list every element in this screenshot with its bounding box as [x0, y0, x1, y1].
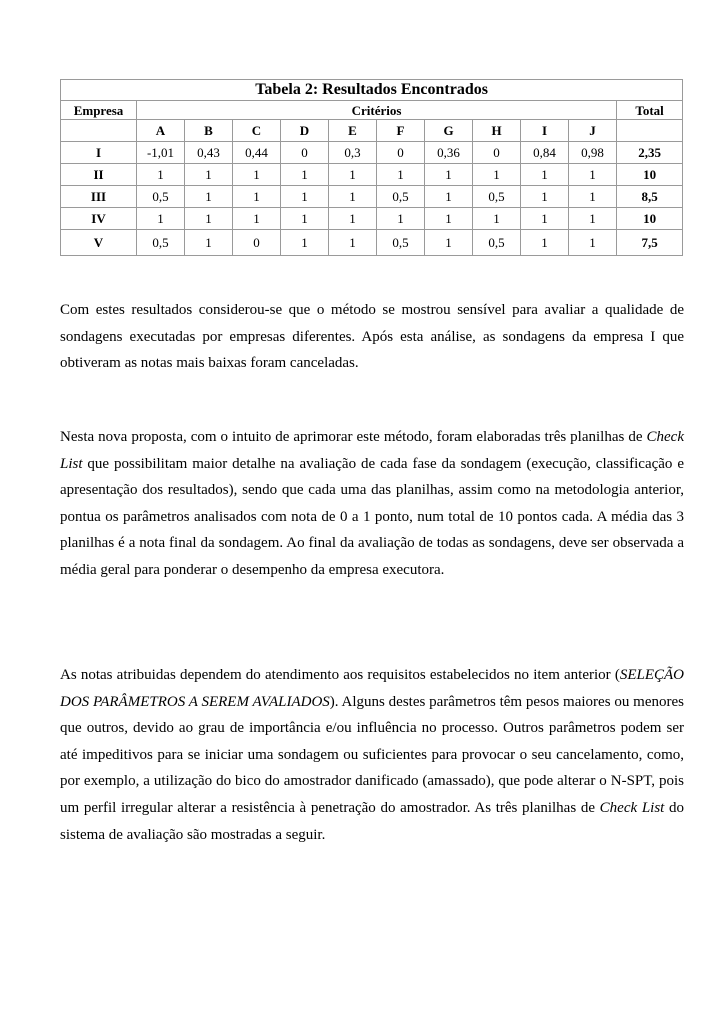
score-cell: -1,01 [137, 142, 185, 164]
criteria-letters-row [61, 120, 683, 142]
score-cell: 0,3 [329, 142, 377, 164]
total-cell: 10 [617, 208, 683, 230]
score-cell: 0,5 [137, 186, 185, 208]
score-cell: 1 [329, 186, 377, 208]
criterion-letter: B [185, 120, 233, 142]
score-cell: 1 [425, 208, 473, 230]
score-cell: 0,5 [473, 186, 521, 208]
score-cell: 1 [329, 208, 377, 230]
score-cell: 1 [185, 208, 233, 230]
score-cell: 1 [569, 164, 617, 186]
table-row [61, 186, 683, 208]
paragraph-3-italic-2: Check List [599, 799, 665, 816]
score-cell: 1 [569, 186, 617, 208]
score-cell: 0,5 [137, 230, 185, 256]
score-cell: 0,43 [185, 142, 233, 164]
score-cell: 1 [425, 186, 473, 208]
blank-cell [61, 120, 137, 142]
total-cell: 7,5 [617, 230, 683, 256]
score-cell: 1 [233, 208, 281, 230]
criterion-letter: F [377, 120, 425, 142]
score-cell: 1 [521, 186, 569, 208]
score-cell: 1 [377, 208, 425, 230]
empresa-cell: III [61, 186, 137, 208]
score-cell: 1 [425, 230, 473, 256]
criterion-letter: G [425, 120, 473, 142]
score-cell: 0 [281, 142, 329, 164]
paragraph-2 [60, 424, 684, 584]
table-row [61, 164, 683, 186]
score-cell: 1 [281, 164, 329, 186]
paragraph-2-start: Nesta nova proposta, com o intuito de aprimorar este método, foram elaboradas três planilhas de [60, 429, 647, 445]
criterion-letter: A [137, 120, 185, 142]
score-cell: 1 [473, 208, 521, 230]
score-cell: 1 [185, 164, 233, 186]
score-cell: 1 [281, 186, 329, 208]
header-criterios: Critérios [137, 101, 617, 120]
score-cell: 0,44 [233, 142, 281, 164]
score-cell: 1 [521, 164, 569, 186]
table-title-row [61, 80, 683, 101]
score-cell: 0 [377, 142, 425, 164]
total-cell: 8,5 [617, 186, 683, 208]
score-cell: 1 [281, 230, 329, 256]
total-cell: 2,35 [617, 142, 683, 164]
header-empresa: Empresa [61, 101, 137, 120]
empresa-cell: I [61, 142, 137, 164]
header-total: Total [617, 101, 683, 120]
score-cell: 1 [137, 164, 185, 186]
table-row [61, 230, 683, 256]
paragraph-3 [60, 662, 684, 848]
paragraph-2-italic: Check List [60, 429, 684, 472]
score-cell: 0,98 [569, 142, 617, 164]
criterion-letter: J [569, 120, 617, 142]
criterion-letter: I [521, 120, 569, 142]
table-row [61, 208, 683, 230]
empresa-cell: IV [61, 208, 137, 230]
score-cell: 0,84 [521, 142, 569, 164]
score-cell: 0 [473, 142, 521, 164]
score-cell: 0,5 [377, 230, 425, 256]
blank-cell [617, 120, 683, 142]
paragraph-3-mid: ). Alguns destes parâmetros têm pesos maiores ou menores que outros, devido ao grau de importância e/ou influência no processo. Outros parâmetros podem ser até impeditivos para se iniciar uma sondagem ou suficientes para provocar o seu cancelamento, como, por exemplo, a utilização do bico do amostrador danificado (amassado), que pode alterar o N-SPT, pois um perfil irregular alterar a resistência à penetração do amostrador. As três planilhas de [60, 693, 684, 816]
score-cell: 1 [425, 164, 473, 186]
criterion-letter: E [329, 120, 377, 142]
score-cell: 0,5 [473, 230, 521, 256]
score-cell: 0,36 [425, 142, 473, 164]
empresa-cell: II [61, 164, 137, 186]
score-cell: 1 [329, 164, 377, 186]
table-header-row [61, 101, 683, 120]
score-cell: 0,5 [377, 186, 425, 208]
score-cell: 1 [137, 208, 185, 230]
table-title: Tabela 2: Resultados Encontrados [61, 80, 683, 101]
score-cell: 1 [281, 208, 329, 230]
score-cell: 1 [521, 230, 569, 256]
score-cell: 1 [521, 208, 569, 230]
paragraph-2-end: que possibilitam maior detalhe na avaliação de cada fase da sondagem (execução, classificação e apresentação dos resultados), sendo que cada uma das planilhas, assim como na metodologia anterior, pontua os parâmetros analisados com nota de 0 a 1 ponto, num total de 10 pontos cada. A média das 3 planilhas é a nota final da sondagem. Ao final da avaliação de todas as sondagens, deve ser observada a média geral para ponderar o desempenho da empresa executora. [60, 455, 684, 578]
total-cell: 10 [617, 164, 683, 186]
criterion-letter: C [233, 120, 281, 142]
criterion-letter: H [473, 120, 521, 142]
results-table [60, 79, 683, 256]
criterion-letter: D [281, 120, 329, 142]
paragraph-1 [60, 297, 684, 377]
paragraph-3-start: As notas atribuidas dependem do atendimento aos requisitos estabelecidos no item anterior ( [60, 667, 620, 683]
score-cell: 1 [233, 164, 281, 186]
score-cell: 1 [329, 230, 377, 256]
score-cell: 1 [569, 208, 617, 230]
table-row [61, 142, 683, 164]
empresa-cell: V [61, 230, 137, 256]
score-cell: 1 [233, 186, 281, 208]
score-cell: 1 [377, 164, 425, 186]
score-cell: 1 [569, 230, 617, 256]
paragraph-3-italic-1: SELEÇÃO DOS PARÂMETROS A SEREM AVALIADOS [60, 667, 684, 710]
score-cell: 1 [185, 186, 233, 208]
paragraph-3-end: do sistema de avaliação são mostradas a seguir. [60, 799, 685, 843]
score-cell: 0 [233, 230, 281, 256]
score-cell: 1 [185, 230, 233, 256]
paragraph-1-text: Com estes resultados considerou-se que o método se mostrou sensível para avaliar a qualidade de sondagens executadas por empresas diferentes. Após esta análise, as sondagens da empresa I que obtiveram as notas mais baixas foram canceladas. [60, 302, 684, 372]
score-cell: 1 [473, 164, 521, 186]
